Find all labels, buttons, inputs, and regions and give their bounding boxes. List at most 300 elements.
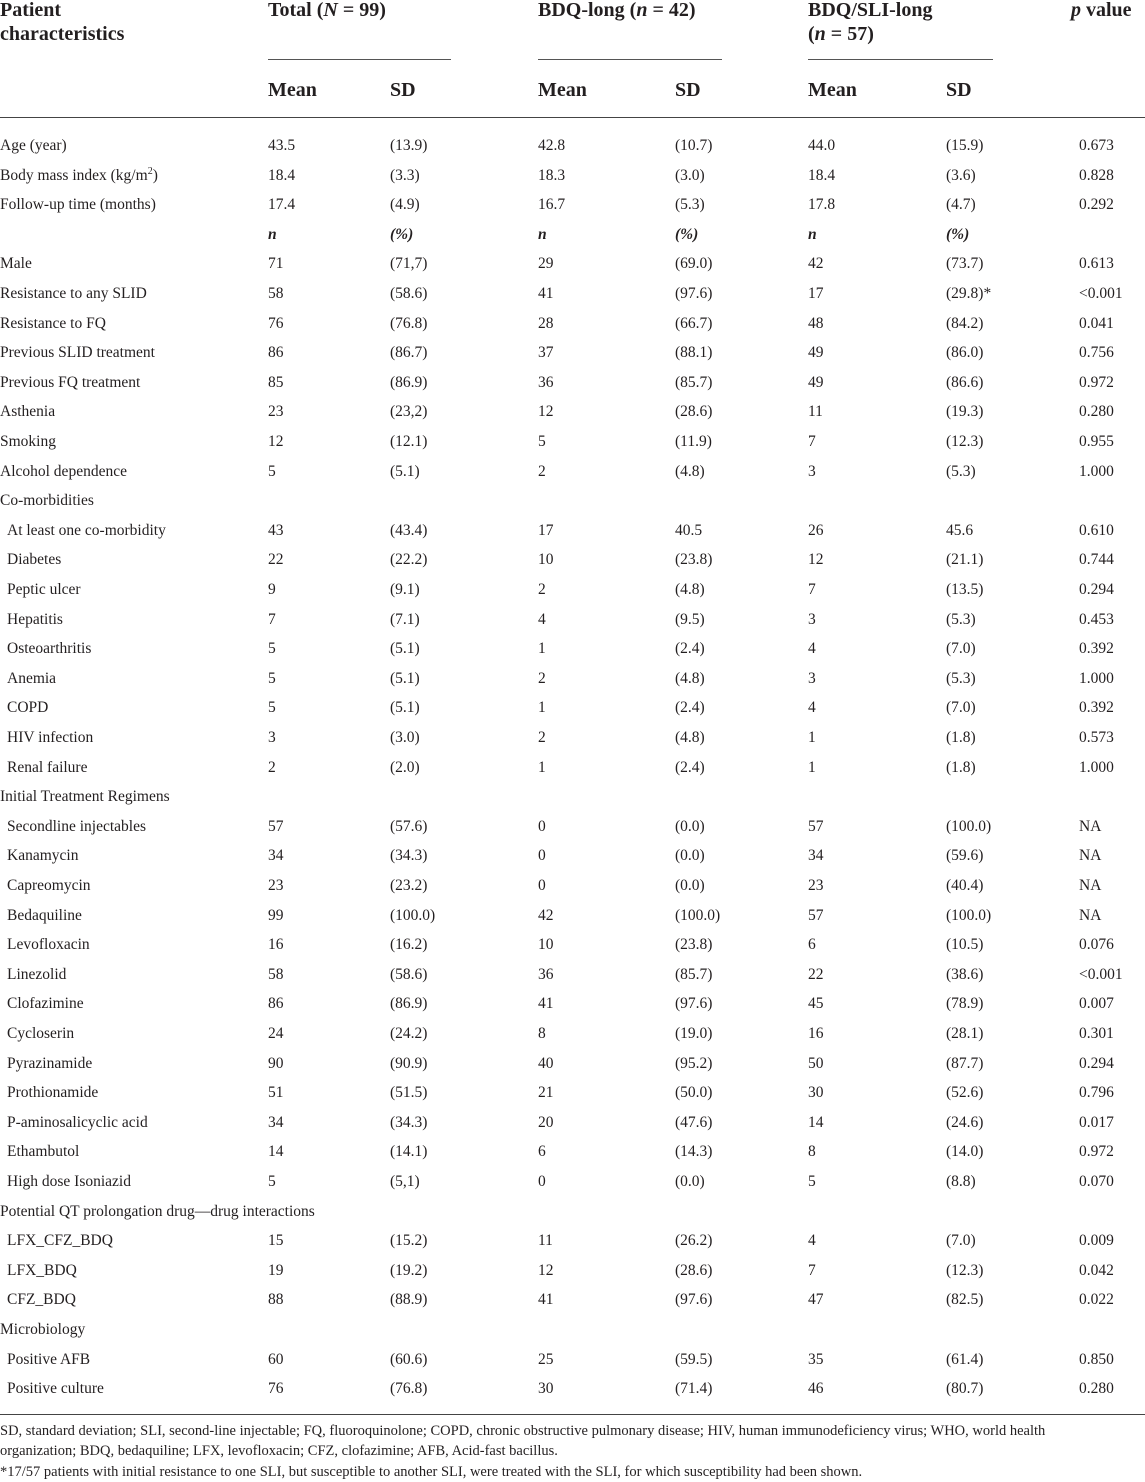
- table-row: [0, 486, 1145, 516]
- cell-c7: 0.453: [1079, 610, 1114, 628]
- cell-c4: (2.4): [675, 699, 705, 717]
- cell-c3: 11: [538, 1232, 553, 1250]
- table-row: [0, 1226, 1145, 1256]
- row-label: At least one co-morbidity: [7, 521, 166, 539]
- cell-c4: (4.8): [675, 669, 705, 687]
- row-label: CFZ_BDQ: [7, 1291, 76, 1309]
- cell-c7: 0.744: [1079, 551, 1114, 569]
- cell-c7: 0.573: [1079, 729, 1114, 746]
- cell-c7: 0.673: [1079, 137, 1114, 154]
- table-row: [0, 220, 1145, 250]
- cell-c6: (12.3): [946, 433, 984, 450]
- table-row: [0, 605, 1145, 635]
- cell-c3: 41: [538, 995, 554, 1013]
- cell-c5: 26: [808, 521, 824, 539]
- header-rule: [0, 117, 1145, 118]
- cell-c2: (9.1): [390, 581, 420, 598]
- cell-c3: 2: [538, 669, 546, 687]
- subheader-mean-sli: Mean: [808, 79, 857, 101]
- cell-c6: (7.0): [946, 640, 976, 658]
- table-row: [0, 1078, 1145, 1108]
- row-label: High dose Isoniazid: [7, 1173, 131, 1190]
- cell-c4: (71.4): [675, 1380, 713, 1398]
- cell-c1: 34: [268, 847, 284, 865]
- cell-c2: (5.1): [390, 669, 420, 687]
- cell-c4: (14.3): [675, 1143, 713, 1161]
- cell-c1: 88: [268, 1291, 284, 1309]
- subheader-sd-sli: SD: [946, 79, 972, 101]
- cell-c5: 1: [808, 729, 816, 746]
- cell-c7: 0.294: [1079, 581, 1114, 598]
- cell-c2: (43.4): [390, 521, 428, 539]
- table-row: [0, 190, 1145, 220]
- cell-c6: (82.5): [946, 1291, 984, 1309]
- row-label: Positive AFB: [7, 1350, 91, 1368]
- table-row: [0, 782, 1145, 812]
- cell-c5: 30: [808, 1084, 824, 1102]
- cell-c1: 5: [268, 462, 276, 480]
- table-row: [0, 841, 1145, 871]
- cell-c2: (24.2): [390, 1025, 428, 1042]
- footnote-abbreviations: [0, 1421, 1145, 1461]
- cell-c2: (14.1): [390, 1143, 428, 1161]
- subheader-mean-total: Mean: [268, 79, 317, 101]
- cell-c6: (86.6): [946, 373, 984, 391]
- cell-c3: 28: [538, 314, 554, 332]
- cell-c2: (51.5): [390, 1084, 428, 1102]
- table-row: [0, 1197, 1145, 1227]
- cell-c7: 0.796: [1079, 1084, 1114, 1102]
- table-row: [0, 1374, 1145, 1404]
- cell-c4: (0.0): [675, 1173, 705, 1190]
- cell-c6: (61.4): [946, 1350, 984, 1368]
- row-label: Bedaquiline: [7, 906, 82, 924]
- cell-c3: 2: [538, 729, 546, 746]
- row-label: Anemia: [7, 669, 57, 687]
- cell-c7: 0.292: [1079, 196, 1114, 214]
- table-row: [0, 1049, 1145, 1079]
- cell-c2: (23.2): [390, 877, 428, 894]
- row-label: Osteoarthritis: [7, 640, 92, 658]
- row-label: Levofloxacin: [7, 936, 90, 954]
- cell-c6: (100.0): [946, 817, 992, 835]
- row-label: Peptic ulcer: [7, 581, 81, 598]
- cell-c4: (11.9): [675, 433, 712, 450]
- table-bottom-rule: [0, 1414, 1145, 1415]
- row-label: Hepatitis: [7, 610, 63, 628]
- row-label: Body mass index (kg/m: [0, 166, 148, 184]
- cell-c6: 45.6: [946, 521, 974, 539]
- cell-c5: 1: [808, 758, 816, 776]
- table-row: [0, 664, 1145, 694]
- cell-c7: 1.000: [1079, 462, 1114, 480]
- table-row: [0, 871, 1145, 901]
- table-row: [0, 1315, 1145, 1345]
- row-label: Cycloserin: [7, 1025, 75, 1042]
- cell-c5: 6: [808, 936, 816, 954]
- header-bdq-post: = 42): [647, 0, 696, 21]
- cell-c1: 17.4: [268, 196, 296, 214]
- cell-c6: (5.3): [946, 610, 976, 628]
- table-row: [0, 368, 1145, 398]
- cell-c1: 71: [268, 255, 284, 273]
- cell-c5: 8: [808, 1143, 816, 1161]
- cell-c6: (73.7): [946, 255, 984, 273]
- cell-c7: 0.294: [1079, 1054, 1114, 1072]
- cell-c2: (19.2): [390, 1261, 428, 1279]
- row-label: Asthenia: [0, 403, 56, 421]
- cell-c3: 10: [538, 551, 554, 569]
- row-label: HIV infection: [7, 729, 94, 746]
- cell-c2: (88.9): [390, 1291, 428, 1309]
- cell-c4: (5.3): [675, 196, 705, 214]
- cell-c3: n: [538, 225, 547, 243]
- cell-c6: (28.1): [946, 1025, 984, 1042]
- header-total: [268, 0, 386, 22]
- table-row: [0, 397, 1145, 427]
- table-row: [0, 693, 1145, 723]
- cell-c6: (87.7): [946, 1054, 984, 1072]
- header-bdq-sli-long: [808, 0, 932, 46]
- cell-c6: (100.0): [946, 906, 992, 924]
- cell-c3: 8: [538, 1025, 546, 1042]
- table-row: [0, 989, 1145, 1019]
- cell-c6: (15.9): [946, 137, 984, 154]
- header-char-line2: characteristics: [0, 23, 125, 45]
- table-row: [0, 161, 1145, 191]
- row-label: P-aminosalicyclic acid: [7, 1113, 148, 1131]
- cell-c2: (76.8): [390, 314, 428, 332]
- table-row: [0, 1137, 1145, 1167]
- header-sli-line1: BDQ/SLI-long: [808, 0, 933, 21]
- cell-c1: 76: [268, 1380, 284, 1398]
- cell-c1: 58: [268, 965, 284, 983]
- cell-c1: 43: [268, 521, 284, 539]
- cell-c3: 41: [538, 285, 554, 302]
- table-row: [0, 575, 1145, 605]
- header-total-var: N: [323, 0, 338, 21]
- cell-c4: (97.6): [675, 1291, 713, 1309]
- cell-c5: 3: [808, 669, 816, 687]
- cell-c3: 17: [538, 521, 554, 539]
- cell-c5: 4: [808, 1232, 816, 1250]
- row-label: Ethambutol: [7, 1143, 80, 1161]
- cell-c3: 18.3: [538, 166, 566, 184]
- row-label: Pyrazinamide: [7, 1054, 93, 1072]
- cell-c6: (10.5): [946, 936, 984, 954]
- cell-c6: (24.6): [946, 1113, 984, 1131]
- table-row: [0, 901, 1145, 931]
- header-underline-total: [268, 59, 451, 60]
- row-label: Potential QT prolongation drug—drug interactions: [0, 1202, 315, 1220]
- cell-c3: 1: [538, 758, 546, 776]
- cell-c4: (97.6): [675, 995, 713, 1013]
- header-sli-line2: [808, 22, 932, 46]
- table-row: [0, 279, 1145, 309]
- cell-c3: 12: [538, 403, 554, 421]
- cell-c1: 5: [268, 669, 276, 687]
- cell-c6: (40.4): [946, 877, 984, 894]
- row-label: Previous FQ treatment: [0, 373, 141, 391]
- cell-c5: 49: [808, 373, 824, 391]
- cell-c4: 40.5: [675, 521, 703, 539]
- cell-c3: 21: [538, 1084, 554, 1102]
- cell-c5: 50: [808, 1054, 824, 1072]
- cell-c3: 20: [538, 1113, 554, 1131]
- cell-c7: 0.972: [1079, 373, 1114, 391]
- row-label: Age (year): [0, 137, 67, 154]
- cell-c3: 0: [538, 1173, 546, 1190]
- cell-c2: (58.6): [390, 965, 428, 983]
- cell-c7: 0.076: [1079, 936, 1114, 954]
- cell-c2: (58.6): [390, 285, 428, 302]
- cell-c1: 76: [268, 314, 284, 332]
- cell-c5: 11: [808, 403, 823, 421]
- cell-c1: n: [268, 225, 277, 243]
- row-label: Previous SLID treatment: [0, 344, 155, 362]
- cell-c2: (3.0): [390, 729, 420, 746]
- cell-c4: (95.2): [675, 1054, 713, 1072]
- cell-c4: (0.0): [675, 817, 705, 835]
- cell-c2: (2.0): [390, 758, 420, 776]
- cell-c3: 25: [538, 1350, 554, 1368]
- cell-c5: 48: [808, 314, 824, 332]
- cell-c5: 18.4: [808, 166, 836, 184]
- cell-c3: 2: [538, 462, 546, 480]
- cell-c7: 0.017: [1079, 1113, 1114, 1131]
- cell-c2: (5.1): [390, 699, 420, 717]
- cell-c3: 42.8: [538, 137, 566, 154]
- cell-c5: 7: [808, 433, 816, 450]
- cell-c4: (0.0): [675, 847, 705, 865]
- cell-c2: (34.3): [390, 1113, 428, 1131]
- cell-c5: 4: [808, 640, 816, 658]
- table-row: [0, 131, 1145, 161]
- cell-c4: (23.8): [675, 936, 713, 954]
- cell-c1: 60: [268, 1350, 284, 1368]
- table-row: [0, 960, 1145, 990]
- cell-c1: 5: [268, 640, 276, 658]
- cell-c5: 35: [808, 1350, 824, 1368]
- cell-c1: 9: [268, 581, 276, 598]
- row-label: Initial Treatment Regimens: [0, 788, 170, 806]
- cell-c3: 0: [538, 817, 546, 835]
- cell-c2: (5.1): [390, 462, 420, 480]
- cell-c5: 47: [808, 1291, 824, 1309]
- cell-c7: 0.850: [1079, 1350, 1114, 1368]
- cell-c6: (80.7): [946, 1380, 984, 1398]
- cell-c6: (13.5): [946, 581, 984, 598]
- cell-c5: 22: [808, 965, 824, 983]
- row-label: Microbiology: [0, 1321, 86, 1338]
- cell-c4: (85.7): [675, 373, 713, 391]
- cell-c6: (59.6): [946, 847, 984, 865]
- row-label: LFX_CFZ_BDQ: [7, 1232, 113, 1250]
- cell-c3: 16.7: [538, 196, 566, 214]
- cell-c2: (57.6): [390, 817, 428, 835]
- cell-c6: (4.7): [946, 196, 976, 214]
- cell-c5: 49: [808, 344, 824, 362]
- cell-c4: (9.5): [675, 610, 705, 628]
- cell-c5: n: [808, 225, 817, 243]
- cell-c1: 18.4: [268, 166, 296, 184]
- cell-c3: 6: [538, 1143, 546, 1161]
- cell-c2: (86.7): [390, 344, 428, 362]
- table-row: [0, 338, 1145, 368]
- cell-c3: 37: [538, 344, 554, 362]
- header-char-line1: Patient: [0, 0, 62, 21]
- cell-c1: 34: [268, 1113, 284, 1131]
- cell-c3: 1: [538, 699, 546, 717]
- cell-c2: (5,1): [390, 1173, 420, 1190]
- cell-c4: (88.1): [675, 344, 713, 362]
- header-underline-bdq: [538, 59, 722, 60]
- cell-c1: 99: [268, 906, 284, 924]
- cell-c7: 0.022: [1079, 1291, 1114, 1309]
- cell-c1: 7: [268, 610, 276, 628]
- cell-c5: 57: [808, 817, 824, 835]
- cell-c1: 14: [268, 1143, 284, 1161]
- cell-c1: 15: [268, 1232, 284, 1250]
- cell-c5: 45: [808, 995, 824, 1013]
- cell-c6: (38.6): [946, 965, 984, 983]
- cell-c4: (50.0): [675, 1084, 713, 1102]
- cell-c1: 19: [268, 1261, 284, 1279]
- cell-c7: 0.009: [1079, 1232, 1114, 1250]
- row-label: Resistance to FQ: [0, 314, 106, 332]
- row-label: Linezolid: [7, 965, 67, 983]
- cell-c7: NA: [1079, 817, 1102, 835]
- header-total-pre: Total (: [268, 0, 324, 21]
- cell-c7: 0.610: [1079, 521, 1114, 539]
- table-row: [0, 1256, 1145, 1286]
- row-label: Male: [0, 255, 32, 273]
- row-label: Secondline injectables: [7, 817, 147, 835]
- table-row: [0, 309, 1145, 339]
- cell-c1: 58: [268, 285, 284, 302]
- cell-c7: <0.001: [1079, 965, 1123, 983]
- table-row: [0, 1019, 1145, 1049]
- cell-c5: 7: [808, 1261, 816, 1279]
- cell-c5: 57: [808, 906, 824, 924]
- table-row: [0, 457, 1145, 487]
- row-label-end: ): [152, 166, 158, 184]
- cell-c6: (1.8): [946, 729, 976, 746]
- header-total-post: = 99): [337, 0, 386, 21]
- table-row: [0, 516, 1145, 546]
- cell-c4: (4.8): [675, 462, 705, 480]
- cell-c1: 5: [268, 1173, 276, 1190]
- cell-c4: (26.2): [675, 1232, 713, 1250]
- cell-c3: 4: [538, 610, 546, 628]
- cell-c4: (19.0): [675, 1025, 713, 1042]
- cell-c6: (5.3): [946, 462, 976, 480]
- cell-c4: (97.6): [675, 285, 713, 302]
- header-underline-sli: [808, 59, 993, 60]
- cell-c7: 0.392: [1079, 699, 1114, 717]
- row-label: Alcohol dependence: [0, 462, 127, 480]
- cell-c7: <0.001: [1079, 285, 1123, 302]
- table-row: [0, 545, 1145, 575]
- cell-c3: 29: [538, 255, 554, 273]
- cell-c6: (12.3): [946, 1261, 984, 1279]
- row-label: Capreomycin: [7, 877, 91, 894]
- cell-c5: 23: [808, 877, 824, 894]
- cell-c5: 7: [808, 581, 816, 598]
- cell-c4: (4.8): [675, 729, 705, 746]
- cell-c3: 1: [538, 640, 546, 658]
- table-row: [0, 1345, 1145, 1375]
- cell-c6: (7.0): [946, 699, 976, 717]
- cell-c4: (3.0): [675, 166, 705, 184]
- cell-c5: 5: [808, 1173, 816, 1190]
- cell-c1: 5: [268, 699, 276, 717]
- cell-c1: 23: [268, 403, 284, 421]
- header-sli-pre: (: [808, 23, 815, 45]
- row-label: Co-morbidities: [0, 492, 94, 510]
- cell-c6: (14.0): [946, 1143, 984, 1161]
- cell-c3: 0: [538, 877, 546, 894]
- cell-c4: (0.0): [675, 877, 705, 894]
- cell-c4: (10.7): [675, 137, 713, 154]
- cell-c4: (23.8): [675, 551, 713, 569]
- cell-c6: (8.8): [946, 1173, 976, 1190]
- cell-c6: (7.0): [946, 1232, 976, 1250]
- cell-c2: (23,2): [390, 403, 428, 421]
- cell-c2: (7.1): [390, 610, 420, 628]
- cell-c5: 44.0: [808, 137, 836, 154]
- table-row: [0, 249, 1145, 279]
- cell-c2: (%): [390, 225, 414, 243]
- cell-c2: (86.9): [390, 373, 428, 391]
- header-p-post: value: [1081, 0, 1132, 21]
- header-sli-post: = 57): [825, 23, 874, 45]
- row-label: Follow-up time (months): [0, 196, 156, 214]
- row-label: Diabetes: [7, 551, 62, 569]
- cell-c7: 0.007: [1079, 995, 1114, 1013]
- cell-c2: (86.9): [390, 995, 428, 1013]
- cell-c6: (29.8)*: [946, 285, 992, 302]
- cell-c2: (34.3): [390, 847, 428, 865]
- row-label-superscript: 2: [147, 165, 153, 177]
- header-bdq-pre: BDQ-long (: [538, 0, 637, 21]
- cell-c3: 5: [538, 433, 546, 450]
- cell-c3: 40: [538, 1054, 554, 1072]
- cell-c6: (84.2): [946, 314, 984, 332]
- cell-c7: 0.301: [1079, 1025, 1114, 1042]
- cell-c1: 23: [268, 877, 284, 894]
- cell-c5: 16: [808, 1025, 824, 1042]
- cell-c1: 22: [268, 551, 284, 569]
- cell-c5: 3: [808, 462, 816, 480]
- cell-c7: 0.070: [1079, 1173, 1114, 1190]
- cell-c1: 2: [268, 758, 276, 776]
- cell-c3: 41: [538, 1291, 554, 1309]
- cell-c7: 0.042: [1079, 1261, 1114, 1279]
- cell-c6: (21.1): [946, 551, 984, 569]
- cell-c2: (16.2): [390, 936, 428, 954]
- cell-c1: 90: [268, 1054, 284, 1072]
- cell-c7: 0.828: [1079, 166, 1114, 184]
- table-row: [0, 753, 1145, 783]
- cell-c4: (2.4): [675, 758, 705, 776]
- cell-c6: (5.3): [946, 669, 976, 687]
- subheader-mean-bdq: Mean: [538, 79, 587, 101]
- row-label: Prothionamide: [7, 1084, 99, 1102]
- cell-c4: (28.6): [675, 1261, 713, 1279]
- table-row: [0, 812, 1145, 842]
- cell-c7: NA: [1079, 906, 1102, 924]
